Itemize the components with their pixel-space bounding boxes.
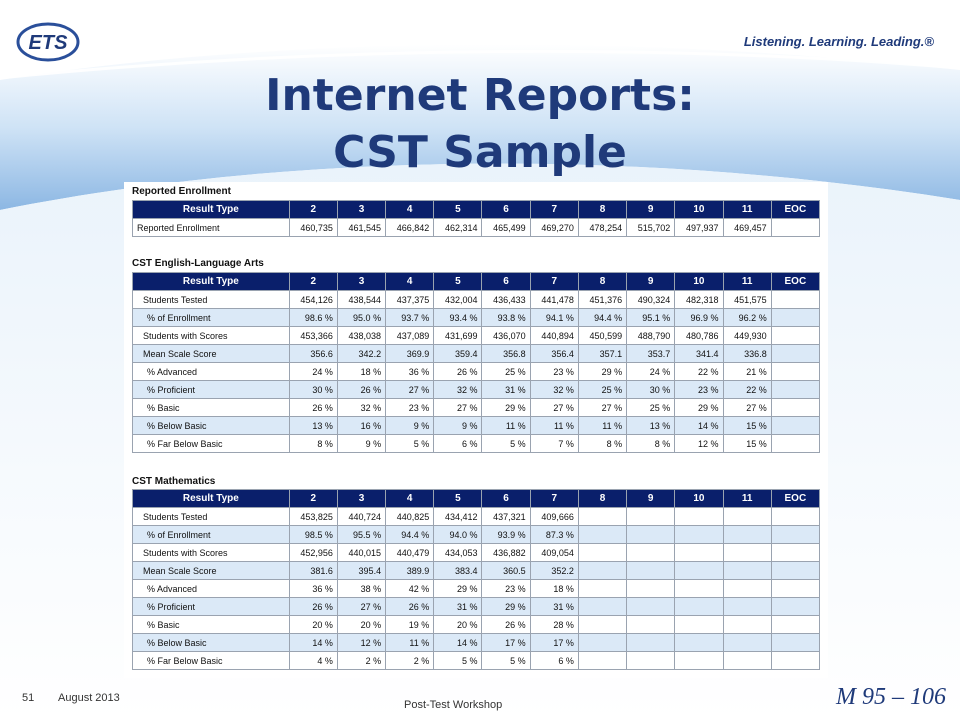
- row-label: Students Tested: [133, 508, 290, 526]
- table-cell: 16 %: [337, 417, 385, 435]
- table-cell: [723, 598, 771, 616]
- table-cell: 383.4: [434, 562, 482, 580]
- col-header: Result Type: [133, 490, 290, 508]
- table-cell: 27 %: [434, 399, 482, 417]
- table-cell: 488,790: [627, 327, 675, 345]
- table-cell: [771, 616, 819, 634]
- table-cell: [771, 562, 819, 580]
- table-cell: 356.8: [482, 345, 530, 363]
- col-header: 2: [289, 490, 337, 508]
- table-cell: 22 %: [723, 381, 771, 399]
- col-header: 4: [386, 201, 434, 219]
- table-cell: [627, 544, 675, 562]
- table-cell: 436,070: [482, 327, 530, 345]
- row-label: % Basic: [133, 399, 290, 417]
- table-cell: [627, 580, 675, 598]
- table-cell: [723, 544, 771, 562]
- table-cell: 95.0 %: [337, 309, 385, 327]
- table-cell: 395.4: [337, 562, 385, 580]
- table-cell: 93.7 %: [386, 309, 434, 327]
- table-cell: 95.5 %: [337, 526, 385, 544]
- table-cell: 466,842: [386, 219, 434, 237]
- row-label: % Below Basic: [133, 634, 290, 652]
- col-header: 5: [434, 273, 482, 291]
- table-cell: 14 %: [289, 634, 337, 652]
- table-cell: 12 %: [675, 435, 723, 453]
- col-header: 11: [723, 490, 771, 508]
- table-cell: 15 %: [723, 417, 771, 435]
- table-cell: [771, 345, 819, 363]
- col-header: 7: [530, 490, 578, 508]
- table-cell: 454,126: [289, 291, 337, 309]
- table-cell: 11 %: [482, 417, 530, 435]
- table-cell: 21 %: [723, 363, 771, 381]
- table-cell: 31 %: [482, 381, 530, 399]
- table-row: [133, 345, 820, 363]
- table-cell: 95.1 %: [627, 309, 675, 327]
- table-cell: [578, 562, 626, 580]
- table-cell: [771, 634, 819, 652]
- table-cell: [771, 363, 819, 381]
- table-cell: [723, 562, 771, 580]
- table-cell: 437,375: [386, 291, 434, 309]
- table-cell: 461,545: [337, 219, 385, 237]
- table-cell: [578, 634, 626, 652]
- row-label: % Basic: [133, 616, 290, 634]
- table-cell: 8 %: [627, 435, 675, 453]
- row-label: % Below Basic: [133, 417, 290, 435]
- table-cell: 478,254: [578, 219, 626, 237]
- slide-number: 51: [22, 692, 35, 704]
- page-title-line2: CST Sample: [333, 127, 627, 178]
- col-header: 2: [289, 273, 337, 291]
- table-cell: 23 %: [530, 363, 578, 381]
- table-cell: 409,666: [530, 508, 578, 526]
- table-cell: 32 %: [434, 381, 482, 399]
- table-cell: 26 %: [482, 616, 530, 634]
- table-cell: 449,930: [723, 327, 771, 345]
- table-cell: 381.6: [289, 562, 337, 580]
- table-cell: [627, 526, 675, 544]
- table-cell: 436,433: [482, 291, 530, 309]
- table-row: [133, 544, 820, 562]
- table-cell: 409,054: [530, 544, 578, 562]
- table-cell: 14 %: [675, 417, 723, 435]
- table-cell: 25 %: [578, 381, 626, 399]
- col-header: 8: [578, 490, 626, 508]
- table-cell: 96.2 %: [723, 309, 771, 327]
- table-cell: 18 %: [530, 580, 578, 598]
- table-row: [133, 381, 820, 399]
- table-cell: 8 %: [578, 435, 626, 453]
- table-cell: 482,318: [675, 291, 723, 309]
- table-cell: 24 %: [627, 363, 675, 381]
- table-cell: 29 %: [482, 399, 530, 417]
- col-header: 7: [530, 273, 578, 291]
- table-cell: 11 %: [386, 634, 434, 652]
- table-cell: [675, 616, 723, 634]
- table-cell: 20 %: [337, 616, 385, 634]
- table-cell: 24 %: [289, 363, 337, 381]
- table-cell: [578, 652, 626, 670]
- col-header: 6: [482, 490, 530, 508]
- table-cell: [578, 616, 626, 634]
- table-cell: 437,089: [386, 327, 434, 345]
- section-title-ela: CST English-Language Arts: [132, 258, 264, 269]
- table-cell: [771, 399, 819, 417]
- table-cell: 22 %: [675, 363, 723, 381]
- table-cell: [578, 544, 626, 562]
- col-header: 6: [482, 201, 530, 219]
- table-cell: 7 %: [530, 435, 578, 453]
- col-header: EOC: [771, 273, 819, 291]
- table-cell: 6 %: [434, 435, 482, 453]
- col-header: EOC: [771, 201, 819, 219]
- footer-center-text: Post-Test Workshop: [404, 699, 503, 711]
- table-cell: 2 %: [386, 652, 434, 670]
- table-cell: [578, 580, 626, 598]
- table-cell: 5 %: [482, 652, 530, 670]
- table-row: [133, 562, 820, 580]
- row-label: % Advanced: [133, 580, 290, 598]
- table-cell: [771, 526, 819, 544]
- table-cell: 30 %: [289, 381, 337, 399]
- table-row: [133, 616, 820, 634]
- table-cell: [723, 616, 771, 634]
- table-cell: 9 %: [434, 417, 482, 435]
- table-cell: [771, 381, 819, 399]
- table-cell: 453,366: [289, 327, 337, 345]
- table-cell: 25 %: [482, 363, 530, 381]
- table-cell: 26 %: [289, 399, 337, 417]
- table-row: [133, 634, 820, 652]
- table-cell: [578, 598, 626, 616]
- table-row: [133, 526, 820, 544]
- table-cell: 27 %: [578, 399, 626, 417]
- table-cell: 32 %: [337, 399, 385, 417]
- table-cell: 438,544: [337, 291, 385, 309]
- table-cell: 438,038: [337, 327, 385, 345]
- table-cell: 23 %: [675, 381, 723, 399]
- table-cell: 13 %: [289, 417, 337, 435]
- table-cell: 2 %: [337, 652, 385, 670]
- table-cell: 437,321: [482, 508, 530, 526]
- table-cell: 356.4: [530, 345, 578, 363]
- table-cell: [675, 508, 723, 526]
- table-cell: 360.5: [482, 562, 530, 580]
- col-header: 9: [627, 201, 675, 219]
- table-cell: 13 %: [627, 417, 675, 435]
- col-header: 2: [289, 201, 337, 219]
- table-cell: 440,015: [337, 544, 385, 562]
- row-label: Mean Scale Score: [133, 345, 290, 363]
- col-header: EOC: [771, 490, 819, 508]
- table-cell: 4 %: [289, 652, 337, 670]
- table-cell: 341.4: [675, 345, 723, 363]
- table-cell: 431,699: [434, 327, 482, 345]
- table-cell: 27 %: [337, 598, 385, 616]
- table-cell: 96.9 %: [675, 309, 723, 327]
- col-header: 4: [386, 490, 434, 508]
- table-cell: [771, 544, 819, 562]
- table-cell: 440,825: [386, 508, 434, 526]
- table-cell: 25 %: [627, 399, 675, 417]
- row-label: % Far Below Basic: [133, 435, 290, 453]
- math-table: [132, 489, 820, 670]
- section-title-enrollment: Reported Enrollment: [132, 186, 231, 197]
- col-header: 5: [434, 201, 482, 219]
- table-cell: 451,575: [723, 291, 771, 309]
- col-header: Result Type: [133, 201, 290, 219]
- table-cell: [771, 417, 819, 435]
- table-cell: 26 %: [337, 381, 385, 399]
- table-row: [133, 508, 820, 526]
- table-cell: 465,499: [482, 219, 530, 237]
- table-cell: 14 %: [434, 634, 482, 652]
- table-cell: 94.4 %: [386, 526, 434, 544]
- table-cell: 27 %: [723, 399, 771, 417]
- tagline: Listening. Learning. Leading.®: [743, 34, 934, 49]
- table-cell: 20 %: [289, 616, 337, 634]
- table-cell: 26 %: [386, 598, 434, 616]
- table-cell: 450,599: [578, 327, 626, 345]
- table-cell: 460,735: [289, 219, 337, 237]
- col-header: 7: [530, 201, 578, 219]
- table-cell: 497,937: [675, 219, 723, 237]
- ela-table: [132, 272, 820, 453]
- row-label: % of Enrollment: [133, 309, 290, 327]
- ets-logo: [14, 20, 86, 64]
- col-header: 4: [386, 273, 434, 291]
- table-row: [133, 598, 820, 616]
- table-cell: [675, 652, 723, 670]
- row-label: % Far Below Basic: [133, 652, 290, 670]
- col-header: 8: [578, 273, 626, 291]
- table-cell: 98.6 %: [289, 309, 337, 327]
- reference-pages: M 95 – 106: [836, 684, 946, 710]
- table-cell: 353.7: [627, 345, 675, 363]
- table-cell: [771, 219, 819, 237]
- table-cell: [627, 508, 675, 526]
- report-panel: [124, 182, 828, 678]
- row-label: % Proficient: [133, 381, 290, 399]
- table-cell: [627, 598, 675, 616]
- table-cell: 38 %: [337, 580, 385, 598]
- table-cell: 389.9: [386, 562, 434, 580]
- table-cell: 432,004: [434, 291, 482, 309]
- table-cell: 462,314: [434, 219, 482, 237]
- table-cell: 23 %: [482, 580, 530, 598]
- table-cell: [675, 526, 723, 544]
- enrollment-table: [132, 200, 820, 237]
- row-label: % Advanced: [133, 363, 290, 381]
- table-cell: 36 %: [289, 580, 337, 598]
- table-cell: 441,478: [530, 291, 578, 309]
- row-label: Mean Scale Score: [133, 562, 290, 580]
- row-label: Students with Scores: [133, 327, 290, 345]
- table-cell: 5 %: [434, 652, 482, 670]
- table-cell: [675, 580, 723, 598]
- table-cell: [675, 634, 723, 652]
- table-cell: [771, 598, 819, 616]
- logo-text: ETS: [28, 32, 68, 54]
- table-cell: 94.1 %: [530, 309, 578, 327]
- table-cell: 98.5 %: [289, 526, 337, 544]
- table-cell: 27 %: [530, 399, 578, 417]
- table-cell: [675, 544, 723, 562]
- table-cell: 490,324: [627, 291, 675, 309]
- col-header: 8: [578, 201, 626, 219]
- table-cell: 480,786: [675, 327, 723, 345]
- table-cell: 36 %: [386, 363, 434, 381]
- table-cell: [723, 580, 771, 598]
- table-cell: 29 %: [675, 399, 723, 417]
- table-cell: [627, 616, 675, 634]
- table-cell: 20 %: [434, 616, 482, 634]
- table-cell: 369.9: [386, 345, 434, 363]
- table-cell: 440,479: [386, 544, 434, 562]
- table-row: [133, 399, 820, 417]
- col-header: 3: [337, 201, 385, 219]
- table-row: [133, 327, 820, 345]
- col-header: 3: [337, 490, 385, 508]
- table-cell: 5 %: [386, 435, 434, 453]
- table-cell: 453,825: [289, 508, 337, 526]
- table-cell: [771, 309, 819, 327]
- col-header: 3: [337, 273, 385, 291]
- table-cell: [723, 652, 771, 670]
- table-cell: 434,412: [434, 508, 482, 526]
- table-cell: 11 %: [578, 417, 626, 435]
- table-cell: [578, 508, 626, 526]
- table-cell: [771, 652, 819, 670]
- table-row: [133, 291, 820, 309]
- row-label: % Proficient: [133, 598, 290, 616]
- table-row: [133, 417, 820, 435]
- table-cell: [723, 634, 771, 652]
- table-cell: 8 %: [289, 435, 337, 453]
- table-cell: [771, 327, 819, 345]
- table-cell: 9 %: [386, 417, 434, 435]
- table-cell: 17 %: [482, 634, 530, 652]
- table-cell: 359.4: [434, 345, 482, 363]
- table-cell: [723, 526, 771, 544]
- table-cell: 93.8 %: [482, 309, 530, 327]
- table-cell: 469,457: [723, 219, 771, 237]
- table-cell: 19 %: [386, 616, 434, 634]
- table-row: [133, 652, 820, 670]
- table-cell: [627, 652, 675, 670]
- row-label: Reported Enrollment: [133, 219, 290, 237]
- row-label: Students with Scores: [133, 544, 290, 562]
- table-row: [133, 435, 820, 453]
- table-cell: 93.9 %: [482, 526, 530, 544]
- table-cell: 18 %: [337, 363, 385, 381]
- table-cell: [723, 508, 771, 526]
- table-cell: 94.0 %: [434, 526, 482, 544]
- table-cell: 11 %: [530, 417, 578, 435]
- table-cell: 28 %: [530, 616, 578, 634]
- col-header: 10: [675, 273, 723, 291]
- table-cell: [675, 598, 723, 616]
- table-cell: [771, 435, 819, 453]
- table-cell: 352.2: [530, 562, 578, 580]
- table-cell: 93.4 %: [434, 309, 482, 327]
- table-row: [133, 219, 820, 237]
- table-cell: 29 %: [434, 580, 482, 598]
- row-label: % of Enrollment: [133, 526, 290, 544]
- table-cell: 451,376: [578, 291, 626, 309]
- table-cell: 42 %: [386, 580, 434, 598]
- row-label: Students Tested: [133, 291, 290, 309]
- table-row: [133, 580, 820, 598]
- table-cell: [675, 562, 723, 580]
- table-cell: 356.6: [289, 345, 337, 363]
- table-cell: 29 %: [578, 363, 626, 381]
- table-cell: 336.8: [723, 345, 771, 363]
- page-title-line1: Internet Reports:: [265, 70, 695, 121]
- table-cell: 26 %: [289, 598, 337, 616]
- col-header: 5: [434, 490, 482, 508]
- col-header: 10: [675, 490, 723, 508]
- table-cell: [627, 634, 675, 652]
- col-header: 10: [675, 201, 723, 219]
- col-header: 11: [723, 273, 771, 291]
- table-cell: 6 %: [530, 652, 578, 670]
- table-cell: [771, 291, 819, 309]
- table-cell: 94.4 %: [578, 309, 626, 327]
- table-cell: 32 %: [530, 381, 578, 399]
- table-cell: 23 %: [386, 399, 434, 417]
- table-cell: 469,270: [530, 219, 578, 237]
- table-cell: 15 %: [723, 435, 771, 453]
- table-cell: 31 %: [530, 598, 578, 616]
- table-cell: 12 %: [337, 634, 385, 652]
- table-cell: 434,053: [434, 544, 482, 562]
- col-header: 6: [482, 273, 530, 291]
- table-cell: 357.1: [578, 345, 626, 363]
- table-cell: [771, 508, 819, 526]
- col-header: 9: [627, 273, 675, 291]
- table-cell: 27 %: [386, 381, 434, 399]
- table-cell: 342.2: [337, 345, 385, 363]
- table-cell: 5 %: [482, 435, 530, 453]
- table-cell: [627, 562, 675, 580]
- table-cell: 9 %: [337, 435, 385, 453]
- col-header: Result Type: [133, 273, 290, 291]
- table-cell: 452,956: [289, 544, 337, 562]
- table-row: [133, 363, 820, 381]
- col-header: 9: [627, 490, 675, 508]
- table-cell: 87.3 %: [530, 526, 578, 544]
- table-cell: 31 %: [434, 598, 482, 616]
- table-cell: 29 %: [482, 598, 530, 616]
- col-header: 11: [723, 201, 771, 219]
- table-cell: [578, 526, 626, 544]
- table-row: [133, 309, 820, 327]
- table-cell: 515,702: [627, 219, 675, 237]
- table-cell: 436,882: [482, 544, 530, 562]
- table-cell: 440,894: [530, 327, 578, 345]
- section-title-math: CST Mathematics: [132, 476, 216, 487]
- table-cell: 17 %: [530, 634, 578, 652]
- table-cell: [771, 580, 819, 598]
- table-cell: 30 %: [627, 381, 675, 399]
- table-cell: 26 %: [434, 363, 482, 381]
- footer-date: August 2013: [58, 692, 120, 704]
- table-cell: 440,724: [337, 508, 385, 526]
